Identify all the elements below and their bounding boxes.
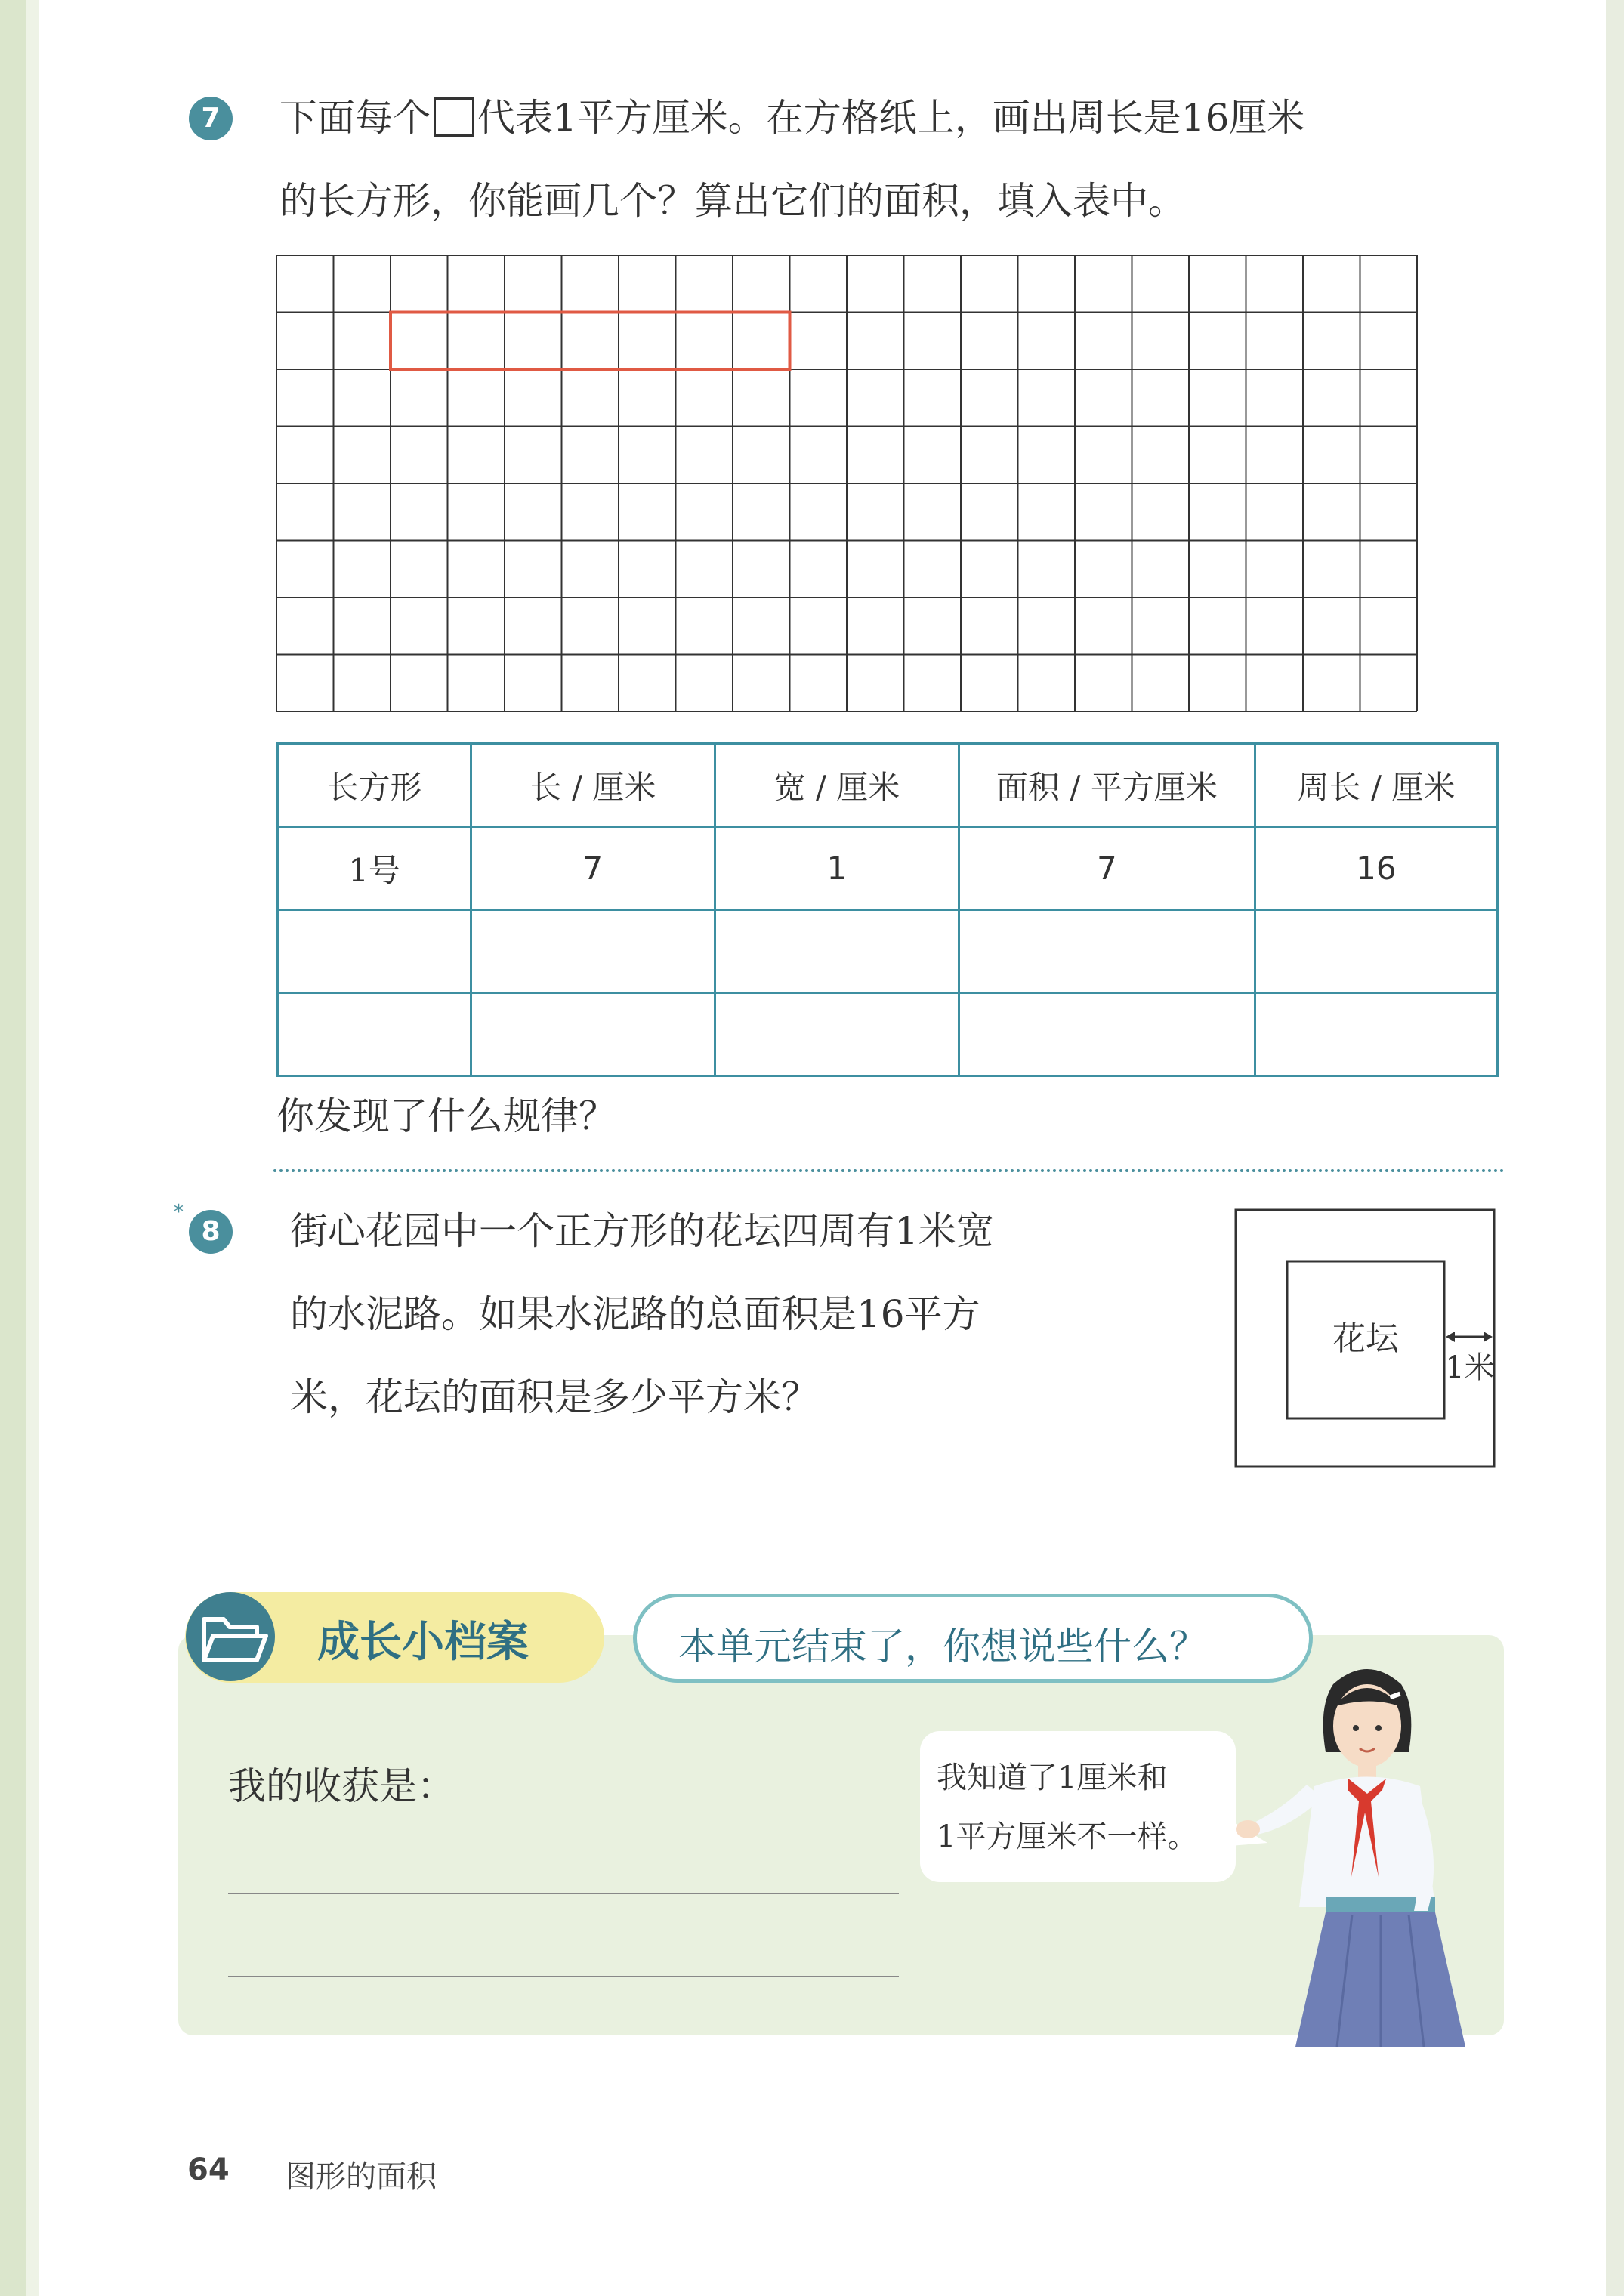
table-cell-blank[interactable] [1255,910,1497,993]
growth-title: 成长小档案 [317,1618,529,1667]
student-girl-illustration [1216,1654,1503,2047]
table-cell-blank[interactable] [959,910,1255,993]
table-cell: 7 [959,827,1255,910]
flowerbed-diagram [1224,1201,1503,1473]
harvest-label: 我的收获是： [228,1764,455,1808]
chapter-title: 图形的面积 [286,2159,437,2194]
arrowhead-right-icon [1484,1332,1493,1342]
answer-table [276,742,1499,1077]
bubble-line-1: 我知道了1厘米和 [937,1761,1168,1795]
table-header-row [278,744,1498,827]
flowerbed-label: 花坛 [1332,1319,1399,1358]
table-cell: 16 [1255,827,1497,910]
section-divider [273,1169,1505,1172]
folder-icon [186,1592,275,1681]
header-area: 面积 / 平方厘米 [959,744,1255,827]
growth-prompt: 本单元结束了，你想说些什么？ [678,1625,1207,1668]
table-cell: 1 [715,827,959,910]
table-cell: 7 [471,827,715,910]
table-cell-blank[interactable] [278,993,471,1076]
table-cell-blank[interactable] [471,910,715,993]
problem-7-number: 7 [189,97,233,140]
page-number: 64 [187,2152,230,2187]
challenge-star: * [174,1201,184,1224]
table-row [278,910,1498,993]
dimension-label: 1米 [1445,1350,1495,1385]
problem-8-number: 8 [189,1210,233,1254]
table-cell-blank[interactable] [278,910,471,993]
header-length: 长 / 厘米 [471,744,715,827]
problem-8-line-3: 米，花坛的面积是多少平方米？ [290,1375,819,1419]
pattern-question: 你发现了什么规律？ [276,1094,616,1138]
problem-8-line-1: 街心花园中一个正方形的花坛四周有1米宽 [290,1209,994,1253]
table-cell-blank[interactable] [1255,993,1497,1076]
answer-line[interactable] [228,1976,899,1977]
header-perimeter: 周长 / 厘米 [1255,744,1497,827]
table-cell-blank[interactable] [959,993,1255,1076]
table-row [278,827,1498,910]
header-rectangle: 长方形 [278,744,471,827]
square-grid [0,0,1624,755]
bubble-line-2: 1平方厘米不一样。 [937,1819,1198,1854]
arrowhead-left-icon [1446,1332,1455,1342]
table-cell-blank[interactable] [715,910,959,993]
table-row [278,993,1498,1076]
folder-badge [186,1592,275,1681]
example-rectangle [391,313,790,370]
header-width: 宽 / 厘米 [715,744,959,827]
answer-line[interactable] [228,1893,899,1894]
table-cell: 1号 [278,827,471,910]
problem-7-text-after-box: 代表1平方厘米。在方格纸上，画出周长是16厘米 [477,96,1305,140]
problem-8-line-2: 的水泥路。如果水泥路的总面积是16平方 [290,1292,980,1336]
table-cell-blank[interactable] [715,993,959,1076]
problem-7-text-before-box: 下面每个 [279,96,431,140]
table-cell-blank[interactable] [471,993,715,1076]
problem-7-line-2: 的长方形，你能画几个？算出它们的面积，填入表中。 [279,179,1186,223]
